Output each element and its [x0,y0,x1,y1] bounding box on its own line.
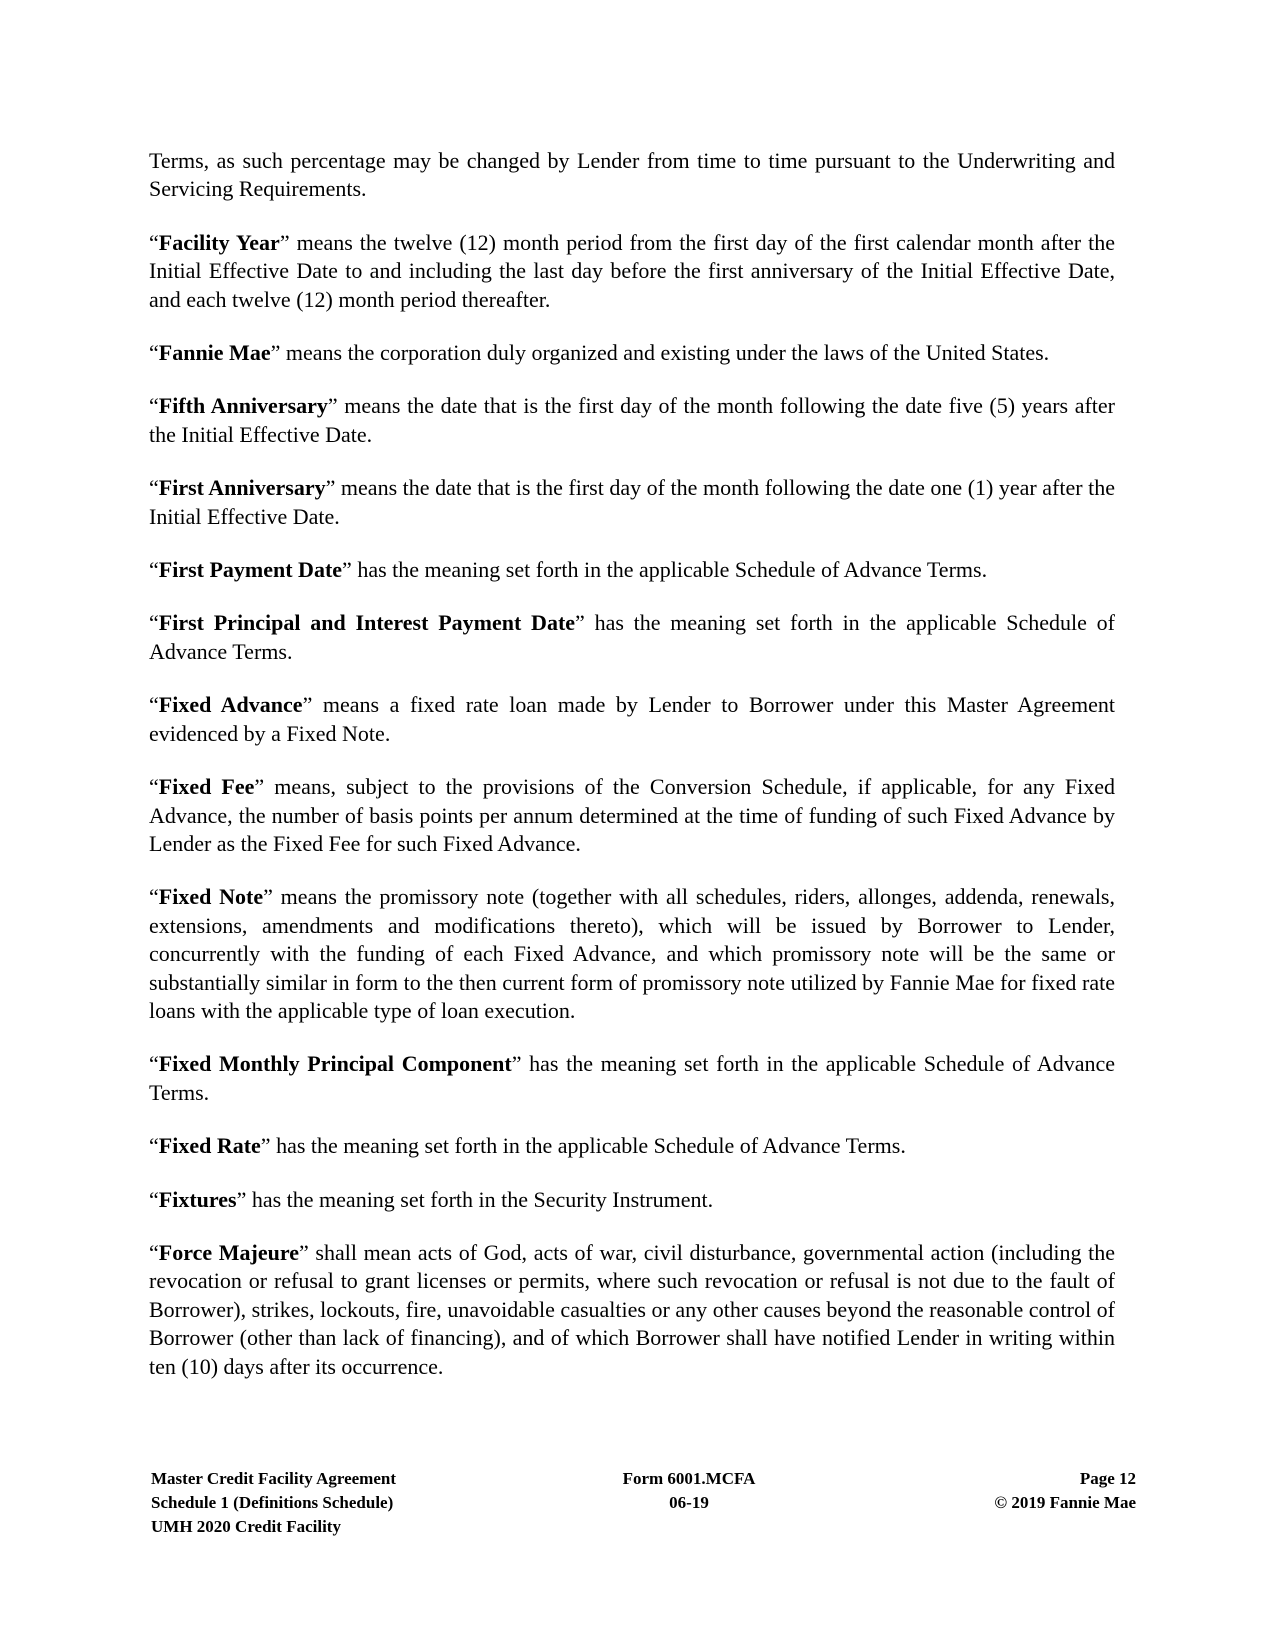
definition-text: means the date that is the first day of the month following the date five (5) years after the Initial Effective Date. [149,393,1115,447]
definition-text: has the meaning set forth in the applicable Schedule of Advance Terms. [270,1133,906,1159]
definition-text: has the meaning set forth in the Security Instrument. [246,1186,714,1212]
close-quote: ” [327,393,338,419]
defined-term: First Anniversary [158,475,326,501]
definition-paragraph [149,609,1115,666]
defined-term: Fifth Anniversary [158,393,328,419]
open-quote: “ [149,1186,159,1212]
footer-form-number: Form 6001.MCFA [622,1469,756,1488]
footer-left [151,1467,396,1539]
definition-text: means the promissory note (together with all schedules, riders, allonges, addenda, renewals, extensions, amendments and modifications thereto), which will be issued by Borrower to Lender, concurrently with the funding of each Fixed Advance, and which promissory note will be the same or substantially similar in form to the then current form of promissory note utilized by Fannie Mae for fixed rate loans with the applicable type of loan execution. [149,884,1115,1023]
definition-paragraph [149,1132,1115,1160]
open-quote: “ [149,1051,159,1077]
defined-term: Force Majeure [158,1239,299,1265]
footer-right [994,1467,1136,1515]
definition-text: has the meaning set forth in the applicable Schedule of Advance Terms. [149,610,1115,664]
definitions-list [149,229,1115,1381]
definition-paragraph [149,392,1115,449]
close-quote: ” [575,610,585,636]
open-quote: “ [149,340,159,366]
close-quote: ” [298,1239,309,1265]
definition-text: means the corporation duly organized and existing under the laws of the United States. [280,340,1050,366]
close-quote: ” [511,1051,522,1077]
close-quote: ” [260,1133,271,1159]
close-quote: ” [342,557,352,583]
close-quote: ” [236,1186,247,1212]
definition-paragraph [149,474,1115,531]
open-quote: “ [149,1239,159,1265]
definition-paragraph [149,883,1115,1025]
definition-paragraph [149,1186,1115,1214]
definition-text: means the twelve (12) month period from the first day of the first calendar month after the Initial Effective Date to and including the last day before the first anniversary of the Initial Effective Date, and each twelve (12) month period thereafter. [149,229,1115,312]
open-quote: “ [149,884,159,910]
open-quote: “ [149,692,159,718]
definition-text: has the meaning set forth in the applicable Schedule of Advance Terms. [149,1051,1115,1105]
defined-term: Fixed Fee [158,774,255,800]
definition-paragraph [149,691,1115,748]
footer-page-number: Page 12 [1079,1469,1136,1488]
open-quote: “ [149,229,159,255]
close-quote: ” [270,340,281,366]
definition-text: shall mean acts of God, acts of war, civil disturbance, governmental action (including the revocation or refusal to grant licenses or permits, where such revocation or refusal is not due to the fault of Borrower), strikes, lockouts, fire, unavoidable casualties or any other causes beyond the reasonable control of Borrower (other than lack of financing), and of which Borrower shall have notified Lender in writing within ten (10) days after its occurrence. [149,1239,1115,1379]
defined-term: Fannie Mae [158,340,271,366]
defined-term: First Principal and Interest Payment Date [158,610,576,636]
definition-paragraph [149,339,1115,367]
close-quote: ” [279,229,290,255]
open-quote: “ [149,774,159,800]
definition-text: means the date that is the first day of the month following the date one (1) year after the Initial Effective Date. [149,475,1115,529]
definition-paragraph [149,773,1115,858]
definition-paragraph [149,1050,1115,1107]
definition-paragraph [149,556,1115,584]
open-quote: “ [149,1133,159,1159]
open-quote: “ [149,393,159,419]
definition-text: means, subject to the provisions of the Conversion Schedule, if applicable, for any Fixed Advance, the number of basis points per annum determined at the time of funding of such Fixed Advance by Lender as the Fixed Fee for such Fixed Advance. [149,774,1116,856]
close-quote: ” [263,884,273,910]
defined-term: Facility Year [158,229,280,255]
footer-schedule-name: Schedule 1 (Definitions Schedule) [151,1493,394,1512]
footer-facility-name: UMH 2020 Credit Facility [151,1517,341,1536]
defined-term: Fixed Monthly Principal Component [158,1051,512,1077]
open-quote: “ [149,475,159,501]
footer-agreement-title: Master Credit Facility Agreement [151,1469,397,1488]
defined-term: Fixed Note [158,884,264,910]
intro-paragraph: Terms, as such percentage may be changed by Lender from time to time pursuant to the Underwriting and Servicing Requirements. [149,148,1115,202]
footer-form-date: 06-19 [669,1493,709,1512]
close-quote: ” [254,774,265,800]
defined-term: First Payment Date [158,557,343,583]
close-quote: ” [302,692,313,718]
defined-term: Fixtures [158,1186,237,1212]
definition-text: means a fixed rate loan made by Lender to Borrower under this Master Agreement evidenced by a Fixed Note. [149,692,1115,746]
defined-term: Fixed Rate [158,1133,261,1159]
defined-term: Fixed Advance [158,692,303,718]
open-quote: “ [149,557,159,583]
open-quote: “ [149,610,159,636]
close-quote: ” [325,475,336,501]
definition-paragraph [149,229,1115,314]
footer-center [599,1467,779,1515]
definition-text: has the meaning set forth in the applicable Schedule of Advance Terms. [351,557,988,583]
definition-paragraph [149,1239,1115,1381]
document-body [149,147,1115,1406]
footer-copyright: © 2019 Fannie Mae [994,1493,1136,1512]
